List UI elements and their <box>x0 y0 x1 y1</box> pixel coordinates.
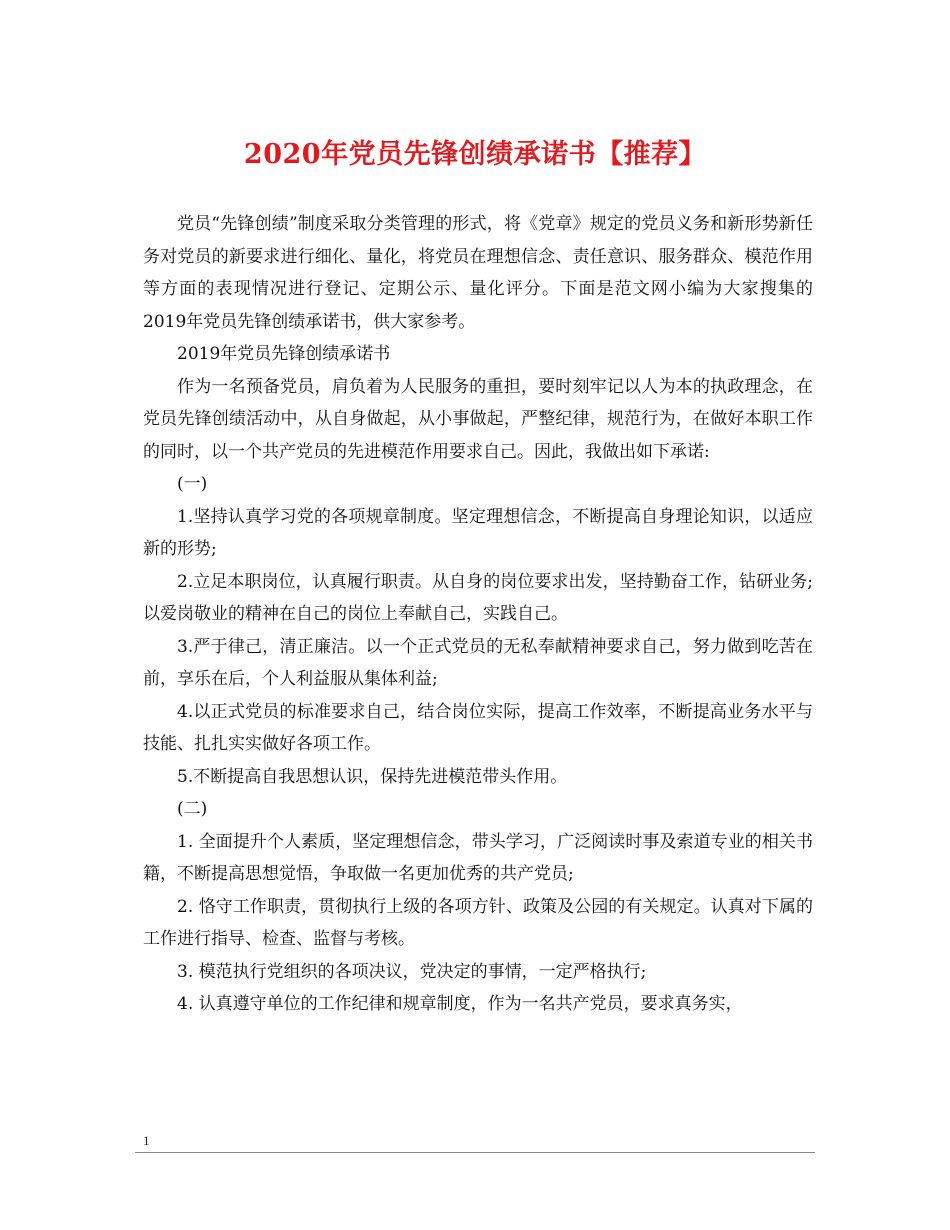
list-item: 1.坚持认真学习党的各项规章制度。坚定理想信念，不断提高自身理论知识，以适应新的形势; <box>143 506 813 559</box>
page-number: 1 <box>143 1133 150 1148</box>
list-item: 4.以正式党员的标准要求自己，结合岗位实际，提高工作效率，不断提高业务水平与技能、扎扎实实做好各项工作。 <box>143 701 813 754</box>
paragraph-preface: 作为一名预备党员，肩负着为人民服务的重担，要时刻牢记以人为本的执政理念，在党员先锋创绩活动中，从自身做起，从小事做起，严整纪律，规范行为，在做好本职工作的同时，以一个共产党员的先进模范作用要求自己。因此，我做出如下承诺: <box>143 376 813 462</box>
document-body <box>143 208 813 1021</box>
list-item: 1. 全面提升个人素质，坚定理想信念，带头学习，广泛阅读时事及索道专业的相关书籍，不断提高思想觉悟，争取做一名更加优秀的共产党员; <box>143 831 813 884</box>
footer-divider <box>135 1152 815 1153</box>
list-item: 3. 模范执行党组织的各项决议，党决定的事情，一定严格执行; <box>177 961 647 982</box>
paragraph-intro: 党员“先锋创绩”制度采取分类管理的形式，将《党章》规定的党员义务和新形势新任务对党员的新要求进行细化、量化，将党员在理想信念、责任意识、服务群众、模范作用等方面的表现情况进行登记、定期公示、量化评分。下面是范文网小编为大家搜集的2019年党员先锋创绩承诺书，供大家参考。 <box>143 214 813 332</box>
section-heading-one: (一) <box>177 474 208 494</box>
section-heading-two: (二) <box>177 799 208 819</box>
list-item: 2.立足本职岗位，认真履行职责。从自身的岗位要求出发，坚持勤奋工作，钻研业务;以爱岗敬业的精神在自己的岗位上奉献自己，实践自己。 <box>143 571 813 624</box>
paragraph-subtitle: 2019年党员先锋创绩承诺书 <box>177 344 391 364</box>
list-item: 5.不断提高自我思想认识，保持先进模范带头作用。 <box>177 766 568 787</box>
document-title: 2020年党员先锋创绩承诺书【推荐】 <box>243 139 707 170</box>
list-item: 3.严于律己，清正廉洁。以一个正式党员的无私奉献精神要求自己，努力做到吃苦在前，享乐在后，个人利益服从集体利益; <box>143 636 813 689</box>
list-item: 4. 认真遵守单位的工作纪律和规章制度，作为一名共产党员，要求真务实， <box>177 994 743 1014</box>
list-item: 2. 恪守工作职责，贯彻执行上级的各项方针、政策及公园的有关规定。认真对下属的工作进行指导、检查、监督与考核。 <box>143 896 813 949</box>
